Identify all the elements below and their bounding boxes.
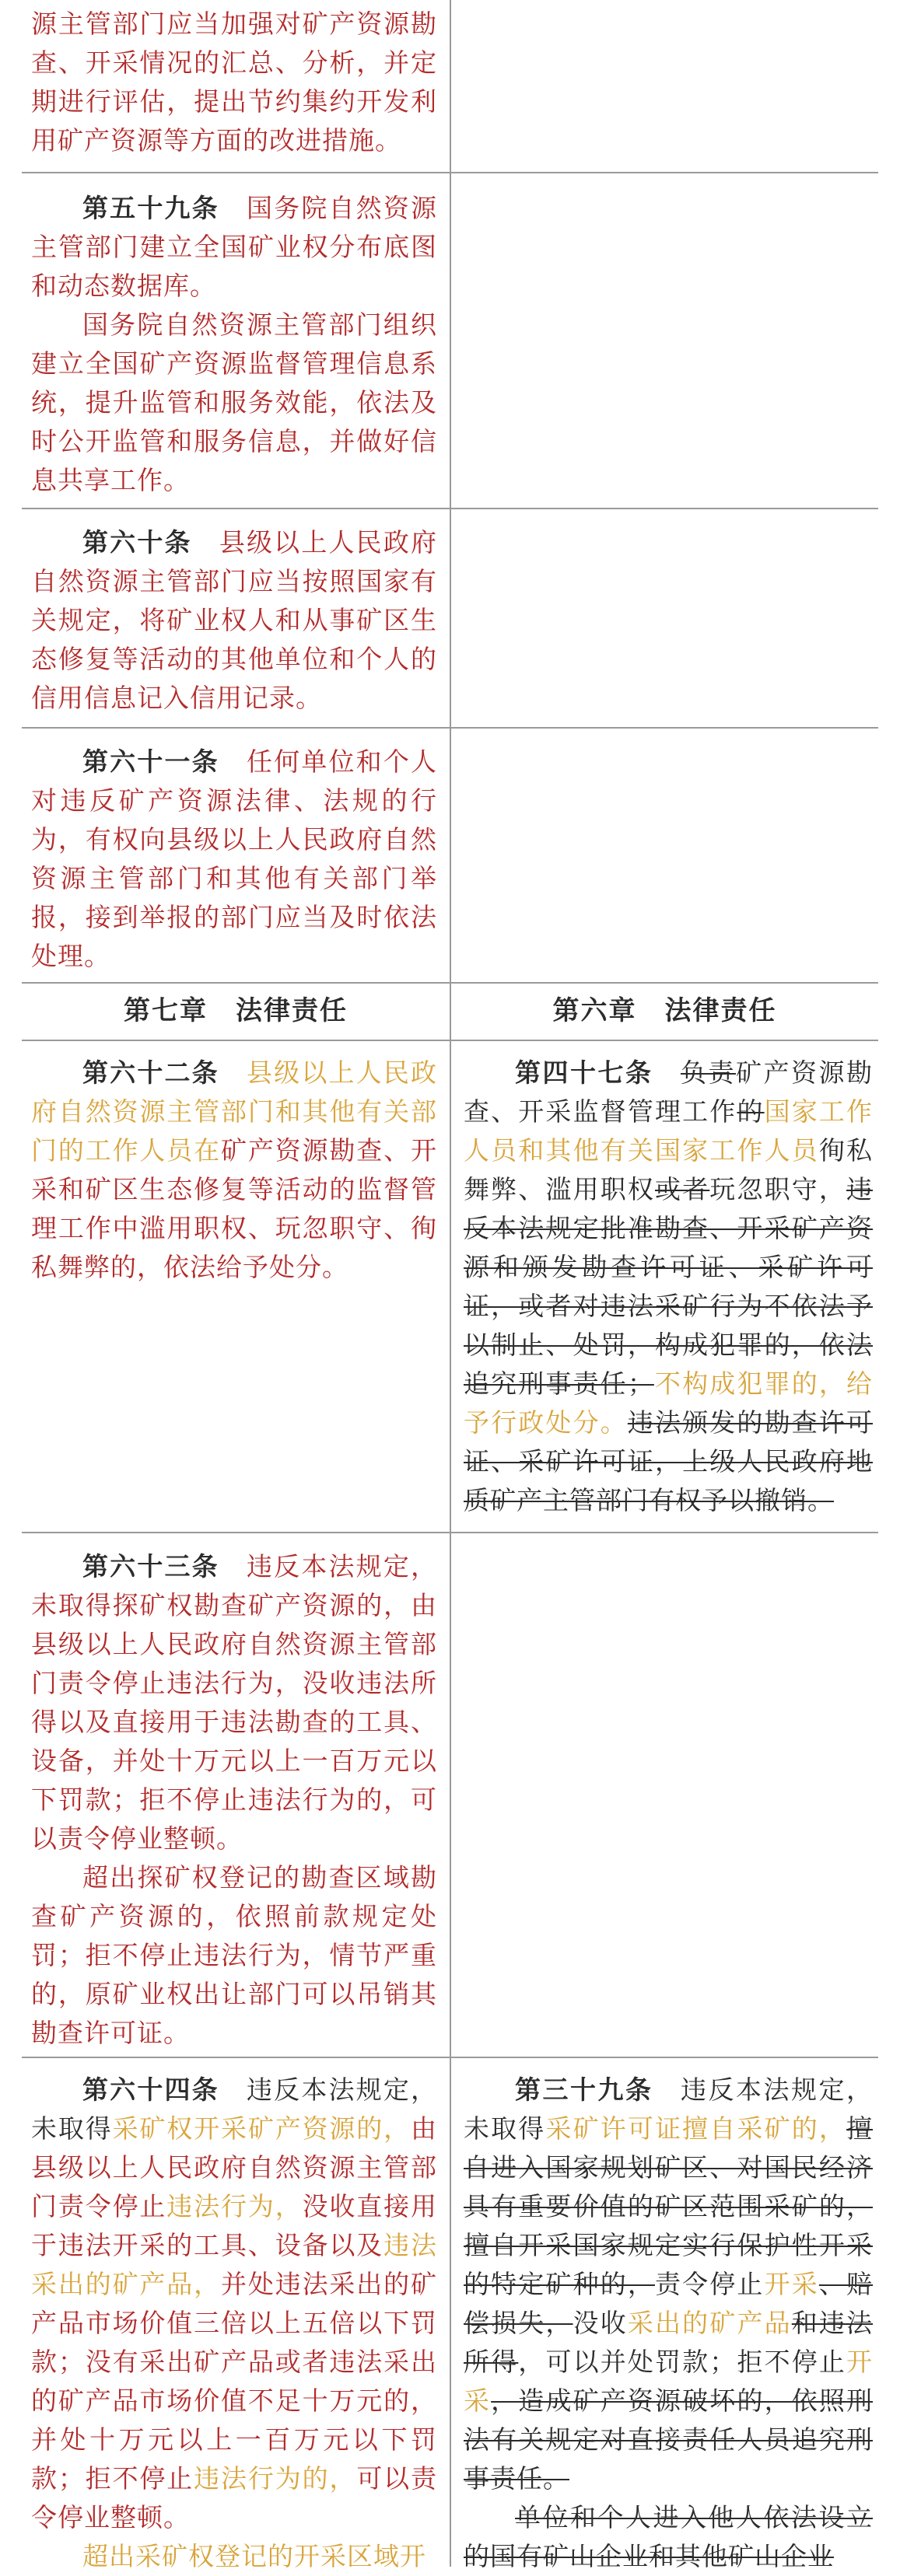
article-63: 第六十三条 违反本法规定，未取得探矿权勘查矿产资源的，由县级以上人民政府自然资源主管部门责令停止违法行为，没收违法所得以及直接用于违法勘查的工具、设备，并处十万元以上一百万元以下罚款；拒不停止违法行为的，可以责令停业整顿。 超出探矿权登记的勘查区域勘查矿产资源的，依照前款规定处罚；拒不停止违法行为，情节严重的，原矿业权出让部门可以吊销其勘查许可证。 bbox=[31, 1551, 438, 2048]
article-60: 第六十条 县级以上人民政府自然资源主管部门应当按照国家有关规定，将矿业权人和从事矿区生态修复等活动的其他单位和个人的信用信息记入信用记录。 bbox=[31, 527, 438, 713]
article-62: 第六十二条 县级以上人民政府自然资源主管部门和其他有关部门的工作人员在矿产资源勘查、开采和矿区生态修复等活动的监督管理工作中滥用职权、玩忽职守、徇私舞弊的，依法给予处分。 bbox=[31, 1057, 438, 1282]
row-divider bbox=[22, 172, 878, 173]
old-article-47: 第四十七条 负责矿产资源勘查、开采监督管理工作的国家工作人员和其他有关国家工作人员徇私舞弊、滥用职权或者玩忽职守，违反本法规定批准勘查、开采矿产资源和颁发勘查许可证、采矿许可证，或者对违法采矿行为不依法予以制止、处罚，构成犯罪的，依法追究刑事责任；不构成犯罪的，给予行政处分。违法颁发的勘查许可证、采矿许可证，上级人民政府地质矿产主管部门有权予以撤销。 bbox=[464, 1057, 874, 1515]
article-number: 第五十九条 bbox=[82, 193, 219, 223]
article-61: 第六十一条 任何单位和个人对违反矿产资源法律、法规的行为，有权向县级以上人民政府自然资源主管部门和其他有关部门举报，接到举报的部门应当及时依法处理。 bbox=[31, 746, 438, 971]
row-divider bbox=[22, 1532, 878, 1533]
article-number: 第六十三条 bbox=[82, 1551, 219, 1582]
row-divider bbox=[22, 982, 878, 984]
article-number: 第六十二条 bbox=[82, 1057, 219, 1088]
article-58-continuation: 源主管部门应当加强对矿产资源勘查、开采情况的汇总、分析，并定期进行评估，提出节约集约开发利用矿产资源等方面的改进措施。 bbox=[31, 9, 437, 156]
row-divider bbox=[22, 2057, 878, 2058]
article-number: 第六十一条 bbox=[82, 746, 219, 777]
row-divider bbox=[22, 508, 878, 509]
chapter-heading-new: 第七章 法律责任 bbox=[124, 995, 348, 1026]
row-divider bbox=[22, 727, 878, 729]
row-divider bbox=[22, 1040, 878, 1041]
old-article-39: 第三十九条 违反本法规定，未取得采矿许可证擅自采矿的，擅自进入国家规划矿区、对国民经济具有重要价值的矿区范围采矿的，擅自开采国家规定实行保护性开采的特定矿种的，责令停止开采、赔偿损失，没收采出的矿产品和违法所得，可以并处罚款；拒不停止开采，造成矿产资源破坏的，依照刑法有关规定对直接责任人员追究刑事责任。 单位和个人进入他人依法设立的国有矿山企业和其他矿山企业 bbox=[464, 2074, 874, 2571]
article-number: 第四十七条 bbox=[515, 1057, 653, 1088]
article-number: 第六十条 bbox=[82, 527, 192, 557]
column-divider bbox=[450, 0, 451, 2567]
article-59: 第五十九条 国务院自然资源主管部门建立全国矿业权分布底图和动态数据库。 国务院自然资源主管部门组织建立全国矿产资源监督管理信息系统，提升监管和服务效能，依法及时公开监管和服务信息，并做好信息共享工作。 bbox=[31, 193, 438, 495]
article-64: 第六十四条 违反本法规定，未取得采矿权开采矿产资源的，由县级以上人民政府自然资源主管部门责令停止违法行为，没收直接用于违法开采的工具、设备以及违法采出的矿产品，并处违法采出的矿产品市场价值三倍以上五倍以下罚款；没有采出矿产品或者违法采出的矿产品市场价值不足十万元的，并处十万元以上一百万元以下罚款；拒不停止违法行为的，可以责令停业整顿。 超出采矿权登记的开采区域开 bbox=[31, 2074, 438, 2571]
article-number: 第三十九条 bbox=[515, 2074, 653, 2105]
article-number: 第六十四条 bbox=[82, 2074, 219, 2105]
chapter-heading-old: 第六章 法律责任 bbox=[552, 995, 777, 1026]
